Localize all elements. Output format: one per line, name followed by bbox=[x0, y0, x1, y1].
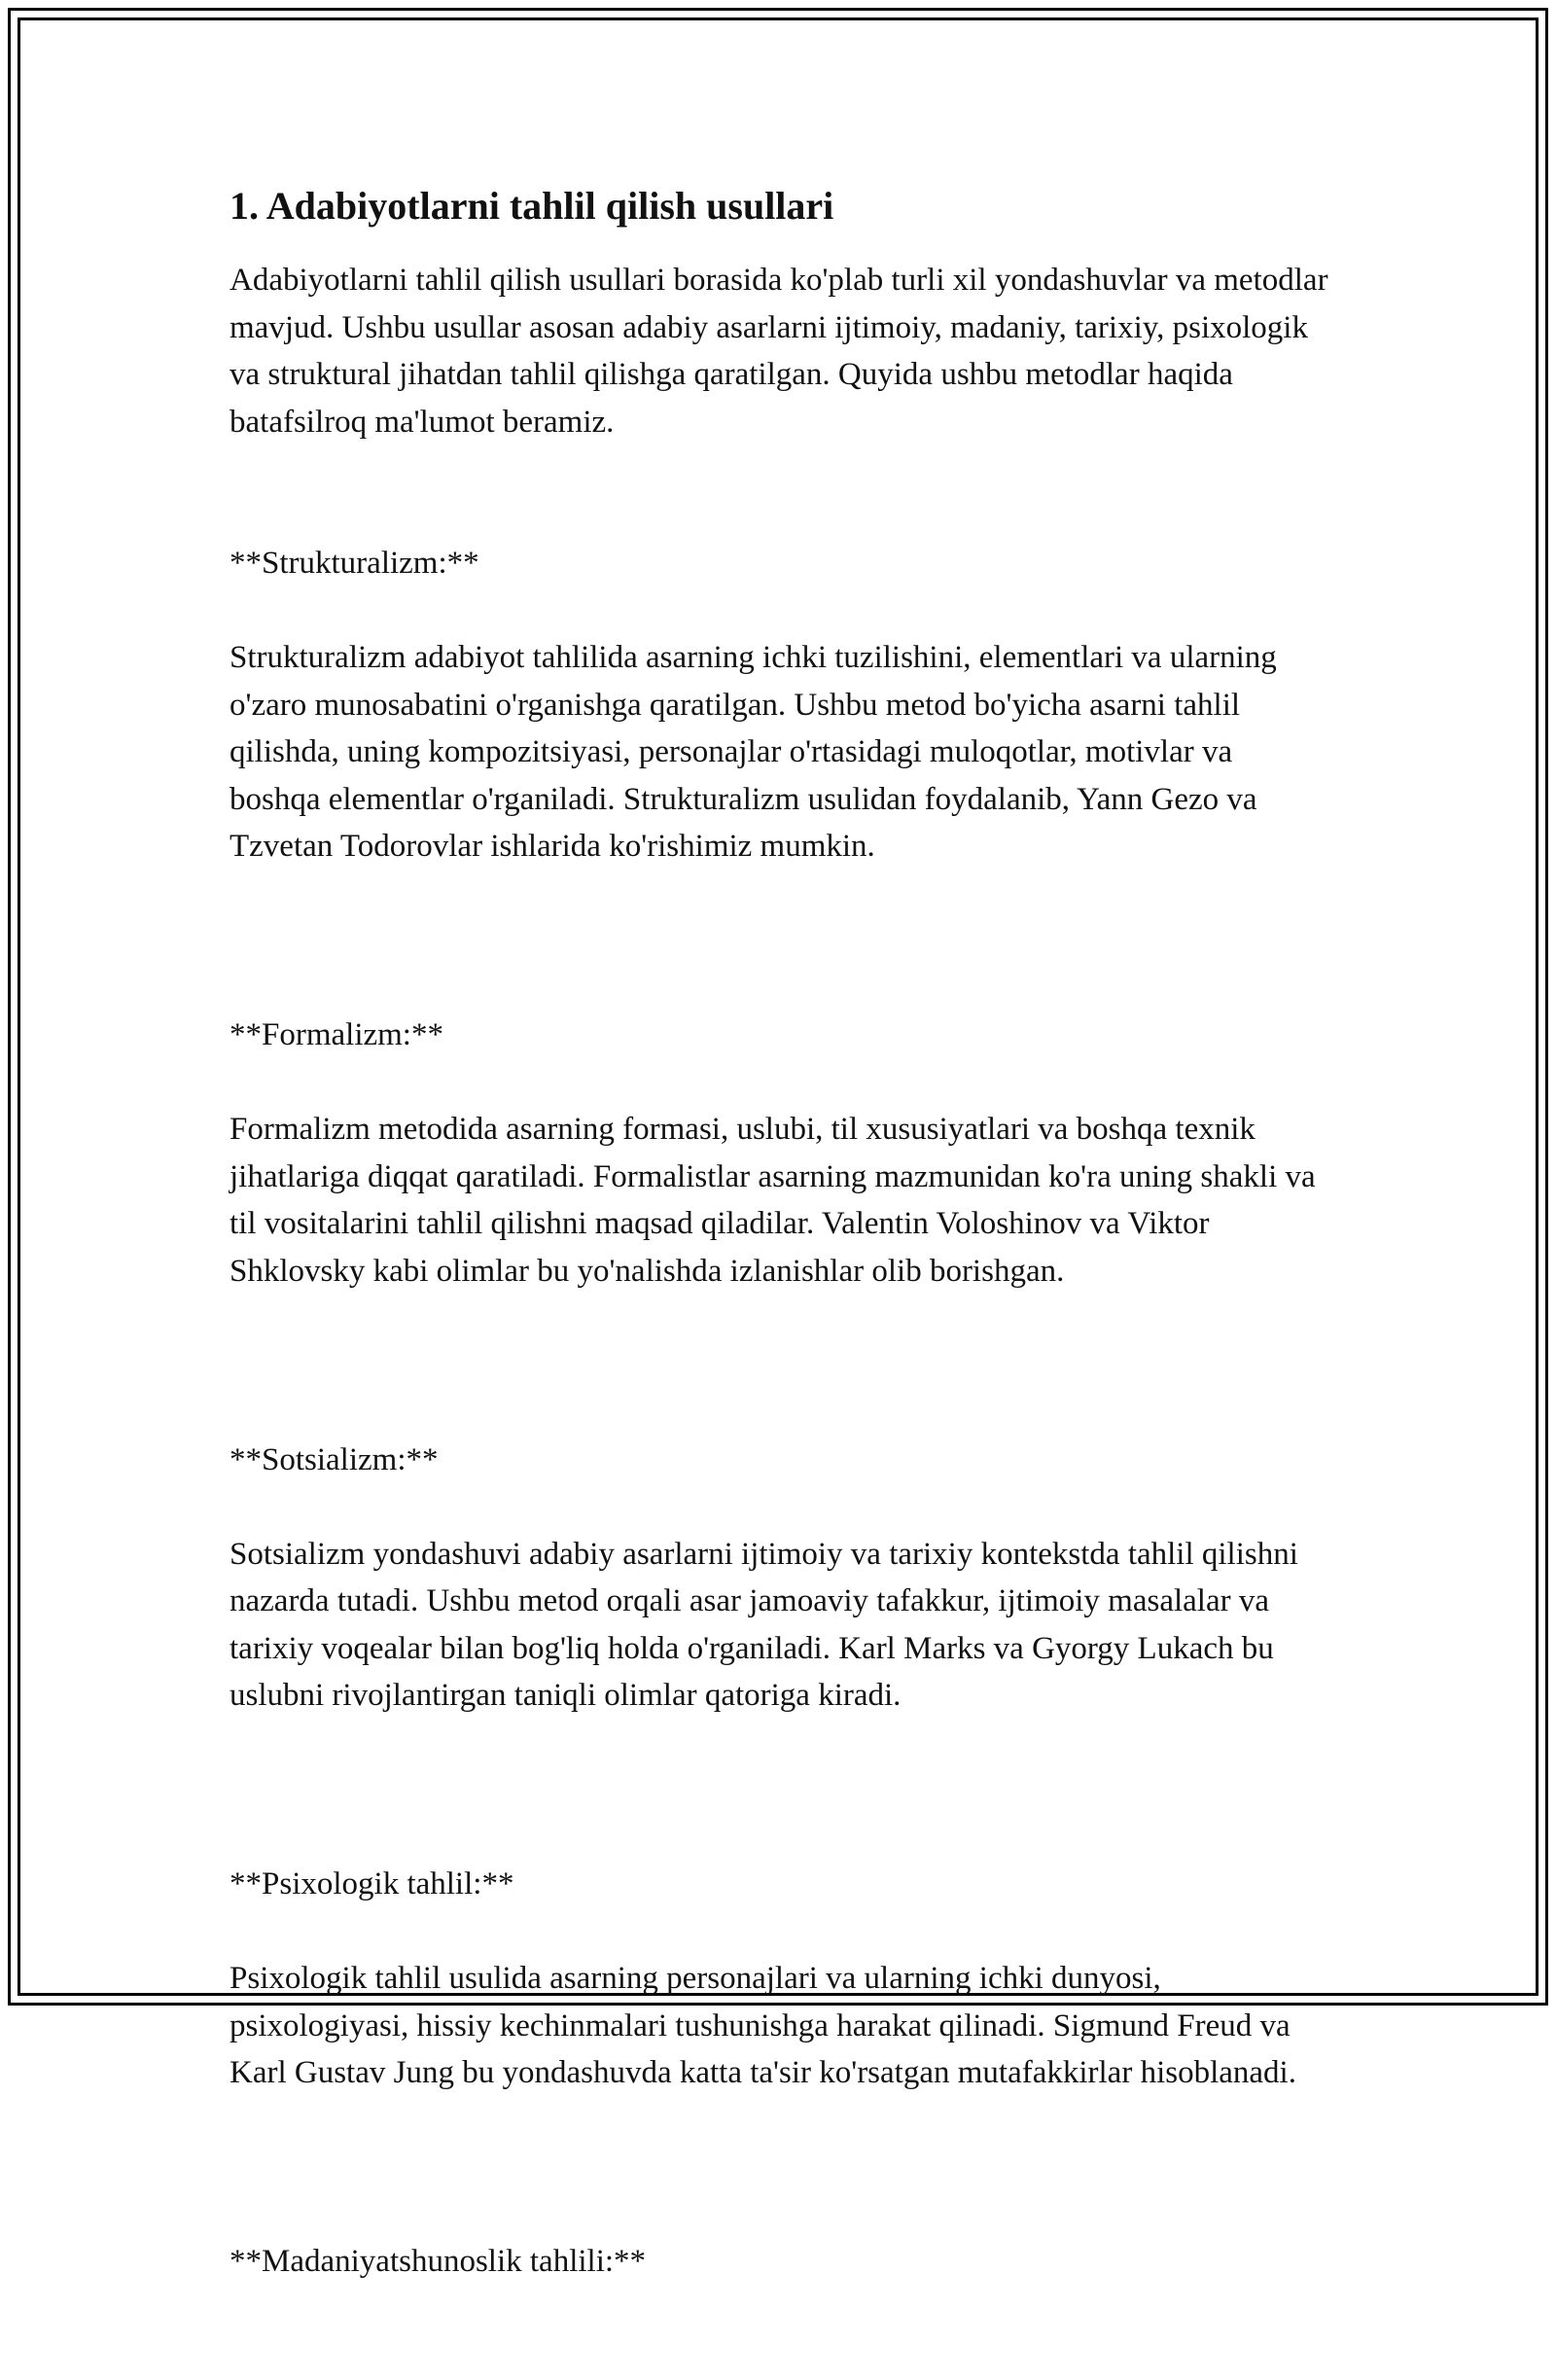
document-title: 1. Adabiyotlarni tahlil qilish usullari bbox=[230, 184, 834, 228]
section-psixologik-tahlil bbox=[230, 1814, 1328, 2145]
section-sotsializm bbox=[230, 1389, 1328, 1766]
section-heading: **Sotsializm:** bbox=[230, 1441, 439, 1477]
section-heading: **Psixologik tahlil:** bbox=[230, 1866, 514, 1901]
section-heading: **Madaniyatshunoslik tahlili:** bbox=[230, 2244, 647, 2279]
section-heading: **Formalizm:** bbox=[230, 1017, 443, 1052]
section-madaniyatshunoslik-tahlili bbox=[230, 2191, 1328, 2333]
section-body: Formalizm metodida asarning formasi, uslubi, til xususiyatlari va boshqa texnik jihatlariga diqqat qaratiladi. Formalistlar asarning mazmunidan ko'ra uning shakli va til vositalarini tahlil qilishni maqsad qiladilar. Valentin Voloshinov va Viktor Shklovsky kabi olimlar bu yo'nalishda izlanishlar olib borishgan. bbox=[230, 1112, 1316, 1289]
intro-paragraph: Adabiyotlarni tahlil qilish usullari borasida ko'plab turli xil yondashuvlar va metodlar mavjud. Ushbu usullar asosan adabiy asarlarni ijtimoiy, madaniy, tarixiy, psixologik va struktural jihatdan tahlil qilishga qaratilgan. Quyida ushbu metodlar haqida batafsilroq ma'lumot beramiz. bbox=[230, 263, 1328, 440]
section-body: Sotsializm yondashuvi adabiy asarlarni ijtimoiy va tarixiy kontekstda tahlil qilishni nazarda tutadi. Ushbu metod orqali asar jamoaviy tafakkur, ijtimoiy masalalar va tarixiy voqealar bilan bog'liq holda o'rganiladi. Karl Marks va Gyorgy Lukach bu uslubni rivojlantirgan taniqli olimlar qatoriga kiradi. bbox=[230, 1536, 1298, 1713]
section-heading: **Strukturalizm:** bbox=[230, 546, 479, 581]
section-body: Strukturalizm adabiyot tahlilida asarning ichki tuzilishini, elementlari va ularning o'zaro munosabatini o'rganishga qaratilgan. Ushbu metod bo'yicha asarni tahlil qilishda, uning kompozitsiyasi, personajlar o'rtasidagi muloqotlar, motivlar va boshqa elementlar o'rganiladi. Strukturalizm usulidan foydalanib, Yann Gezo va Tzvetan Todorovlar ishlarida ko'rishimiz mumkin. bbox=[230, 640, 1277, 864]
document-content bbox=[230, 181, 1328, 2380]
section-formalizm bbox=[230, 965, 1328, 1342]
section-strukturalizm bbox=[230, 493, 1328, 918]
section-body: Psixologik tahlil usulida asarning personajlari va ularning ichki dunyosi, psixologiyasi, hissiy kechinmalari tushunishga harakat qilinadi. Sigmund Freud va Karl Gustav Jung bu yondashuvda katta ta'sir ko'rsatgan mutafakkirlar hisoblanadi. bbox=[230, 1961, 1296, 2090]
